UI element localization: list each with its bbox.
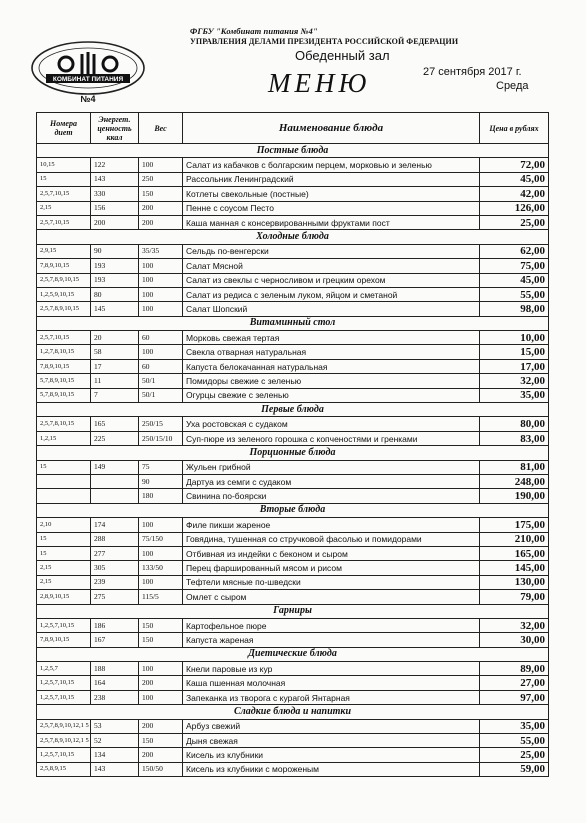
item-diets: 1,2,5,7,10,15 xyxy=(37,690,91,704)
item-price: 25,00 xyxy=(480,215,549,229)
logo-text: КОМБИНАТ ПИТАНИЯ xyxy=(52,76,124,83)
item-energy: 188 xyxy=(91,662,139,676)
item-energy: 277 xyxy=(91,546,139,560)
item-energy: 17 xyxy=(91,359,139,373)
item-name: Запеканка из творога с курагой Янтарная xyxy=(183,690,480,704)
menu-item-row xyxy=(37,633,549,647)
item-diets: 2,10 xyxy=(37,518,91,532)
item-price: 79,00 xyxy=(480,590,549,604)
item-name: Отбивная из индейки с беконом и сыром xyxy=(183,546,480,560)
menu-item-row xyxy=(37,762,549,776)
item-price: 81,00 xyxy=(480,460,549,474)
item-price: 55,00 xyxy=(480,287,549,301)
item-weight: 100 xyxy=(139,259,183,273)
section-header xyxy=(37,503,549,517)
section-header xyxy=(37,144,549,158)
item-diets: 2,9,15 xyxy=(37,244,91,258)
item-price: 210,00 xyxy=(480,532,549,546)
item-diets: 7,8,9,10,15 xyxy=(37,259,91,273)
item-name: Морковь свежая тертая xyxy=(183,331,480,345)
item-weight: 150 xyxy=(139,187,183,201)
item-weight: 60 xyxy=(139,359,183,373)
item-weight: 200 xyxy=(139,719,183,733)
item-weight: 50/1 xyxy=(139,374,183,388)
menu-item-row xyxy=(37,532,549,546)
item-diets: 1,2,5,7,10,15 xyxy=(37,748,91,762)
table-header-row xyxy=(37,113,549,144)
item-price: 10,00 xyxy=(480,331,549,345)
item-name: Омлет с сыром xyxy=(183,590,480,604)
menu-item-row xyxy=(37,388,549,402)
menu-item-row xyxy=(37,273,549,287)
col-diets: Номера диет xyxy=(37,113,91,144)
item-weight: 100 xyxy=(139,287,183,301)
item-weight: 75/150 xyxy=(139,532,183,546)
item-price: 83,00 xyxy=(480,431,549,445)
item-price: 42,00 xyxy=(480,187,549,201)
item-diets: 1,2,15 xyxy=(37,431,91,445)
item-diets: 2,5,7,8,9,10,12,1 5 xyxy=(37,734,91,748)
item-energy: 122 xyxy=(91,158,139,172)
item-weight: 200 xyxy=(139,215,183,229)
item-price: 145,00 xyxy=(480,561,549,575)
item-weight: 200 xyxy=(139,201,183,215)
item-price: 35,00 xyxy=(480,719,549,733)
section-header xyxy=(37,446,549,460)
menu-item-row xyxy=(37,431,549,445)
item-weight: 100 xyxy=(139,575,183,589)
item-diets: 1,2,5,7,10,15 xyxy=(37,618,91,632)
item-weight: 35/35 xyxy=(139,244,183,258)
menu-date: 27 сентября 2017 г. xyxy=(423,66,522,78)
item-energy: 52 xyxy=(91,734,139,748)
item-diets: 2,5,7,8,9,10,15 xyxy=(37,273,91,287)
item-weight: 200 xyxy=(139,676,183,690)
item-price: 45,00 xyxy=(480,273,549,287)
menu-item-row xyxy=(37,287,549,301)
org-department: УПРАВЛЕНИЯ ДЕЛАМИ ПРЕЗИДЕНТА РОССИЙСКОЙ ФЕДЕРАЦИИ xyxy=(190,37,459,46)
item-energy: 149 xyxy=(91,460,139,474)
section-title: Холодные блюда xyxy=(37,230,549,244)
item-price: 97,00 xyxy=(480,690,549,704)
item-name: Огурцы свежие с зеленью xyxy=(183,388,480,402)
item-name: Арбуз свежий xyxy=(183,719,480,733)
item-energy: 145 xyxy=(91,302,139,316)
item-diets: 15 xyxy=(37,532,91,546)
item-energy: 58 xyxy=(91,345,139,359)
item-name: Салат Мясной xyxy=(183,259,480,273)
item-weight: 200 xyxy=(139,748,183,762)
menu-item-row xyxy=(37,331,549,345)
section-title: Диетические блюда xyxy=(37,647,549,661)
item-name: Котлеты свекольные (постные) xyxy=(183,187,480,201)
item-diets: 1,2,5,7 xyxy=(37,662,91,676)
item-diets: 15 xyxy=(37,172,91,186)
item-energy: 156 xyxy=(91,201,139,215)
item-weight: 133/50 xyxy=(139,561,183,575)
item-name: Кисель из клубники с мороженым xyxy=(183,762,480,776)
menu-item-row xyxy=(37,676,549,690)
item-energy: 143 xyxy=(91,762,139,776)
item-name: Картофельное пюре xyxy=(183,618,480,632)
menu-item-row xyxy=(37,244,549,258)
item-name: Дартуа из семги с судаком xyxy=(183,474,480,488)
menu-table xyxy=(36,112,549,777)
item-energy: 225 xyxy=(91,431,139,445)
item-name: Говядина, тушенная со стручковой фасолью и помидорами xyxy=(183,532,480,546)
section-header xyxy=(37,316,549,330)
item-energy: 238 xyxy=(91,690,139,704)
item-weight: 150 xyxy=(139,633,183,647)
menu-item-row xyxy=(37,575,549,589)
item-diets: 15 xyxy=(37,546,91,560)
menu-item-row xyxy=(37,460,549,474)
item-diets: 2,8,9,10,15 xyxy=(37,590,91,604)
item-diets: 10,15 xyxy=(37,158,91,172)
section-title: Порционные блюда xyxy=(37,446,549,460)
item-name: Помидоры свежие с зеленью xyxy=(183,374,480,388)
item-weight: 50/1 xyxy=(139,388,183,402)
item-price: 15,00 xyxy=(480,345,549,359)
menu-item-row xyxy=(37,561,549,575)
item-price: 75,00 xyxy=(480,259,549,273)
item-weight: 100 xyxy=(139,302,183,316)
item-weight: 75 xyxy=(139,460,183,474)
item-price: 98,00 xyxy=(480,302,549,316)
section-title: Вторые блюда xyxy=(37,503,549,517)
item-energy: 167 xyxy=(91,633,139,647)
menu-weekday: Среда xyxy=(496,80,529,92)
item-diets: 2,5,7,10,15 xyxy=(37,187,91,201)
item-diets: 2,15 xyxy=(37,201,91,215)
menu-item-row xyxy=(37,187,549,201)
item-weight: 100 xyxy=(139,690,183,704)
item-diets xyxy=(37,474,91,488)
item-energy: 7 xyxy=(91,388,139,402)
menu-item-row xyxy=(37,618,549,632)
item-weight: 100 xyxy=(139,662,183,676)
item-weight: 100 xyxy=(139,273,183,287)
item-diets: 2,5,7,8,9,10,12,1 5 xyxy=(37,719,91,733)
menu-item-row xyxy=(37,748,549,762)
item-name: Кисель из клубники xyxy=(183,748,480,762)
item-price: 165,00 xyxy=(480,546,549,560)
item-price: 59,00 xyxy=(480,762,549,776)
item-weight: 250/15/10 xyxy=(139,431,183,445)
item-name: Капуста белокачанная натуральная xyxy=(183,359,480,373)
item-weight: 90 xyxy=(139,474,183,488)
item-name: Салат из редиса с зеленым луком, яйцом и сметаной xyxy=(183,287,480,301)
item-diets: 5,7,8,9,10,15 xyxy=(37,374,91,388)
item-diets: 5,7,8,9,10,15 xyxy=(37,388,91,402)
col-weight: Вес xyxy=(139,113,183,144)
kombinat-logo xyxy=(30,40,150,110)
item-price: 126,00 xyxy=(480,201,549,215)
menu-item-row xyxy=(37,302,549,316)
item-diets xyxy=(37,489,91,503)
item-energy: 53 xyxy=(91,719,139,733)
item-weight: 60 xyxy=(139,331,183,345)
item-name: Пенне с соусом Песто xyxy=(183,201,480,215)
menu-item-row xyxy=(37,359,549,373)
item-energy: 275 xyxy=(91,590,139,604)
section-header xyxy=(37,403,549,417)
item-diets: 1,2,5,7,10,15 xyxy=(37,676,91,690)
menu-item-row xyxy=(37,734,549,748)
item-diets: 2,5,8,9,15 xyxy=(37,762,91,776)
item-diets: 2,15 xyxy=(37,561,91,575)
menu-item-row xyxy=(37,345,549,359)
item-name: Уха ростовская с судаком xyxy=(183,417,480,431)
item-weight: 100 xyxy=(139,345,183,359)
item-weight: 180 xyxy=(139,489,183,503)
section-header xyxy=(37,230,549,244)
menu-item-row xyxy=(37,719,549,733)
col-name: Наименование блюда xyxy=(183,113,480,144)
section-title: Постные блюда xyxy=(37,144,549,158)
item-name: Филе пикши жареное xyxy=(183,518,480,532)
section-title: Витаминный стол xyxy=(37,316,549,330)
item-energy: 193 xyxy=(91,273,139,287)
item-energy: 174 xyxy=(91,518,139,532)
item-price: 45,00 xyxy=(480,172,549,186)
item-diets: 15 xyxy=(37,460,91,474)
item-weight: 100 xyxy=(139,518,183,532)
item-name: Салат Шопский xyxy=(183,302,480,316)
item-name: Капуста жареная xyxy=(183,633,480,647)
item-weight: 150 xyxy=(139,734,183,748)
item-price: 25,00 xyxy=(480,748,549,762)
item-energy: 134 xyxy=(91,748,139,762)
item-energy: 143 xyxy=(91,172,139,186)
menu-item-row xyxy=(37,489,549,503)
item-price: 80,00 xyxy=(480,417,549,431)
section-header xyxy=(37,705,549,719)
section-title: Сладкие блюда и напитки xyxy=(37,705,549,719)
menu-item-row xyxy=(37,518,549,532)
item-price: 62,00 xyxy=(480,244,549,258)
logo-number: №4 xyxy=(80,94,96,104)
menu-item-row xyxy=(37,172,549,186)
item-price: 55,00 xyxy=(480,734,549,748)
col-energy: Энергет. ценность ккал xyxy=(91,113,139,144)
item-price: 130,00 xyxy=(480,575,549,589)
item-name: Сельдь по-венгерски xyxy=(183,244,480,258)
section-header xyxy=(37,604,549,618)
item-energy: 164 xyxy=(91,676,139,690)
item-diets: 2,5,7,10,15 xyxy=(37,215,91,229)
menu-item-row xyxy=(37,259,549,273)
item-price: 17,00 xyxy=(480,359,549,373)
section-title: Первые блюда xyxy=(37,403,549,417)
item-price: 30,00 xyxy=(480,633,549,647)
item-energy: 239 xyxy=(91,575,139,589)
item-energy: 200 xyxy=(91,215,139,229)
menu-item-row xyxy=(37,374,549,388)
item-price: 175,00 xyxy=(480,518,549,532)
item-energy xyxy=(91,474,139,488)
item-weight: 100 xyxy=(139,546,183,560)
item-weight: 150 xyxy=(139,618,183,632)
item-energy: 11 xyxy=(91,374,139,388)
item-energy: 288 xyxy=(91,532,139,546)
org-name: ФГБУ "Комбинат питания №4" xyxy=(190,26,318,36)
item-energy: 165 xyxy=(91,417,139,431)
item-price: 27,00 xyxy=(480,676,549,690)
item-energy: 20 xyxy=(91,331,139,345)
section-header xyxy=(37,647,549,661)
item-name: Кнели паровые из кур xyxy=(183,662,480,676)
item-energy: 90 xyxy=(91,244,139,258)
item-price: 248,00 xyxy=(480,474,549,488)
item-name: Свекла отварная натуральная xyxy=(183,345,480,359)
menu-item-row xyxy=(37,662,549,676)
item-name: Рассольник Ленинградский xyxy=(183,172,480,186)
menu-item-row xyxy=(37,201,549,215)
item-energy: 193 xyxy=(91,259,139,273)
item-diets: 2,5,7,8,9,10,15 xyxy=(37,302,91,316)
item-price: 72,00 xyxy=(480,158,549,172)
hall-name: Обеденный зал xyxy=(295,48,390,63)
item-diets: 1,2,5,9,10,15 xyxy=(37,287,91,301)
item-name: Тефтели мясные по-шведски xyxy=(183,575,480,589)
item-diets: 1,2,7,8,10,15 xyxy=(37,345,91,359)
item-energy: 330 xyxy=(91,187,139,201)
item-diets: 2,5,7,8,10,15 xyxy=(37,417,91,431)
item-name: Салат из кабачков с болгарским перцем, морковью и зеленью xyxy=(183,158,480,172)
item-name: Каша манная с консервированными фруктами пост xyxy=(183,215,480,229)
item-price: 32,00 xyxy=(480,618,549,632)
item-name: Жульен грибной xyxy=(183,460,480,474)
item-name: Перец фаршированный мясом и рисом xyxy=(183,561,480,575)
menu-item-row xyxy=(37,417,549,431)
item-name: Салат из свеклы с черносливом и грецким орехом xyxy=(183,273,480,287)
item-energy: 80 xyxy=(91,287,139,301)
item-diets: 7,8,9,10,15 xyxy=(37,359,91,373)
item-weight: 115/5 xyxy=(139,590,183,604)
menu-item-row xyxy=(37,158,549,172)
item-weight: 150/50 xyxy=(139,762,183,776)
item-energy: 186 xyxy=(91,618,139,632)
item-diets: 2,15 xyxy=(37,575,91,589)
col-price: Цена в рублях xyxy=(480,113,549,144)
menu-item-row xyxy=(37,474,549,488)
menu-item-row xyxy=(37,590,549,604)
item-price: 89,00 xyxy=(480,662,549,676)
item-price: 32,00 xyxy=(480,374,549,388)
item-weight: 100 xyxy=(139,158,183,172)
item-energy xyxy=(91,489,139,503)
section-title: Гарниры xyxy=(37,604,549,618)
menu-item-row xyxy=(37,546,549,560)
item-weight: 250/15 xyxy=(139,417,183,431)
item-price: 35,00 xyxy=(480,388,549,402)
item-energy: 305 xyxy=(91,561,139,575)
item-name: Дыня свежая xyxy=(183,734,480,748)
menu-item-row xyxy=(37,215,549,229)
item-name: Свинина по-боярски xyxy=(183,489,480,503)
item-name: Каша пшенная молочная xyxy=(183,676,480,690)
item-price: 190,00 xyxy=(480,489,549,503)
item-diets: 7,8,9,10,15 xyxy=(37,633,91,647)
item-name: Суп-пюре из зеленого горошка с копченостями и гренками xyxy=(183,431,480,445)
menu-item-row xyxy=(37,690,549,704)
item-weight: 250 xyxy=(139,172,183,186)
menu-title: МЕНЮ xyxy=(268,68,371,98)
item-diets: 2,5,7,10,15 xyxy=(37,331,91,345)
